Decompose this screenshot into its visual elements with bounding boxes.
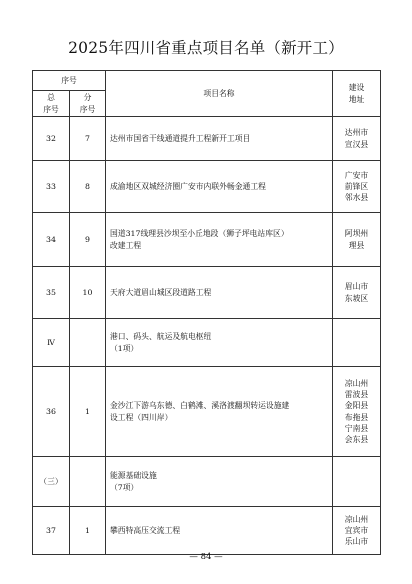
project-table [32, 70, 381, 555]
project-name-line: 设工程（四川岸） [110, 412, 173, 422]
location-cell [333, 319, 381, 367]
total-seq-cell: 32 [33, 117, 70, 161]
header-sub-seq [70, 91, 106, 117]
sub-seq-cell [70, 319, 106, 367]
project-name-cell [106, 117, 333, 161]
location-line: 会东县 [344, 434, 369, 444]
total-seq-cell: 36 [33, 367, 70, 457]
location-cell [333, 267, 381, 319]
project-name-line: 能源基础设施 [110, 471, 157, 481]
header-location [333, 71, 381, 117]
location-line: 宜宾市 [344, 525, 369, 535]
project-name-cell [106, 161, 333, 213]
total-seq-cell: 35 [33, 267, 70, 319]
header-project-name: 项目名称 [106, 71, 333, 117]
header-location-line: 地址 [348, 94, 365, 104]
project-name-line: （7项） [110, 482, 139, 492]
location-line: 理县 [348, 240, 365, 250]
location-cell [333, 367, 381, 457]
location-line: 乐山市 [344, 537, 369, 547]
table-row [33, 117, 381, 161]
project-name-line: 港口、码头、航运及航电枢纽 [110, 332, 212, 342]
sub-seq-cell [70, 457, 106, 507]
location-line: 阿坝州 [344, 229, 369, 239]
project-name-cell [106, 507, 333, 555]
sub-seq-cell: 1 [70, 367, 106, 457]
location-line: 宣汉县 [344, 139, 369, 149]
project-name-cell [106, 213, 333, 267]
location-line: 宁南县 [344, 423, 369, 433]
location-line: 前锋区 [344, 181, 369, 191]
location-line: 凉山州 [344, 514, 369, 524]
location-line: 凉山州 [344, 379, 369, 389]
project-name-line: 成渝地区双城经济圈广安市内联外畅金通工程 [110, 181, 266, 191]
header-total-seq-line: 总 [47, 93, 55, 103]
header-total-seq-line: 序号 [43, 104, 59, 114]
total-seq-cell: Ⅳ [33, 319, 70, 367]
sub-seq-cell: 7 [70, 117, 106, 161]
project-name-cell [106, 319, 333, 367]
location-line: 邻水县 [344, 193, 369, 203]
header-seq: 序号 [33, 71, 106, 91]
location-line: 金阳县 [344, 401, 369, 411]
header-sub-seq-line: 序号 [79, 104, 96, 114]
header-row-top [33, 71, 381, 91]
page-number: — 84 — [189, 552, 223, 562]
total-seq-cell: 37 [33, 507, 70, 555]
location-cell [333, 161, 381, 213]
project-name-line: 金沙江下游乌东德、白鹤滩、溪洛渡翻坝转运设施建 [110, 401, 290, 411]
project-name-cell [106, 267, 333, 319]
table-row [33, 319, 381, 367]
location-line: 眉山市 [344, 282, 369, 292]
table-row [33, 367, 381, 457]
sub-seq-cell: 1 [70, 507, 106, 555]
table-row [33, 161, 381, 213]
header-location-line: 建设 [348, 83, 365, 93]
location-cell [333, 457, 381, 507]
total-seq-cell: （三） [33, 457, 70, 507]
page-title: 2025年四川省重点项目名单（新开工） [68, 39, 344, 57]
project-name-cell [106, 367, 333, 457]
table-row [33, 213, 381, 267]
location-cell [333, 117, 381, 161]
table-row [33, 267, 381, 319]
location-line: 广安市 [344, 170, 369, 180]
sub-seq-cell: 9 [70, 213, 106, 267]
project-name-line: 天府大道眉山城区段道路工程 [110, 287, 212, 297]
header-total-seq [33, 91, 70, 117]
sub-seq-cell: 8 [70, 161, 106, 213]
location-line: 雷波县 [344, 390, 369, 400]
project-name-cell [106, 457, 333, 507]
total-seq-cell: 34 [33, 213, 70, 267]
location-cell [333, 507, 381, 555]
location-cell [333, 213, 381, 267]
table-row [33, 507, 381, 555]
header-sub-seq-line: 分 [83, 93, 92, 103]
project-name-line: （1项） [110, 343, 139, 353]
sub-seq-cell: 10 [70, 267, 106, 319]
project-name-line: 国道317线理县沙坝至小丘地段（狮子坪电站库区） [110, 229, 289, 239]
location-line: 布拖县 [344, 412, 369, 422]
project-name-line: 攀西特高压交流工程 [110, 525, 181, 535]
location-line: 东坡区 [344, 293, 369, 303]
project-name-line: 达州市国省干线通道提升工程新开工项目 [110, 133, 251, 143]
location-line: 达州市 [344, 128, 369, 138]
table-row [33, 457, 381, 507]
project-name-line: 改建工程 [110, 240, 142, 250]
total-seq-cell: 33 [33, 161, 70, 213]
